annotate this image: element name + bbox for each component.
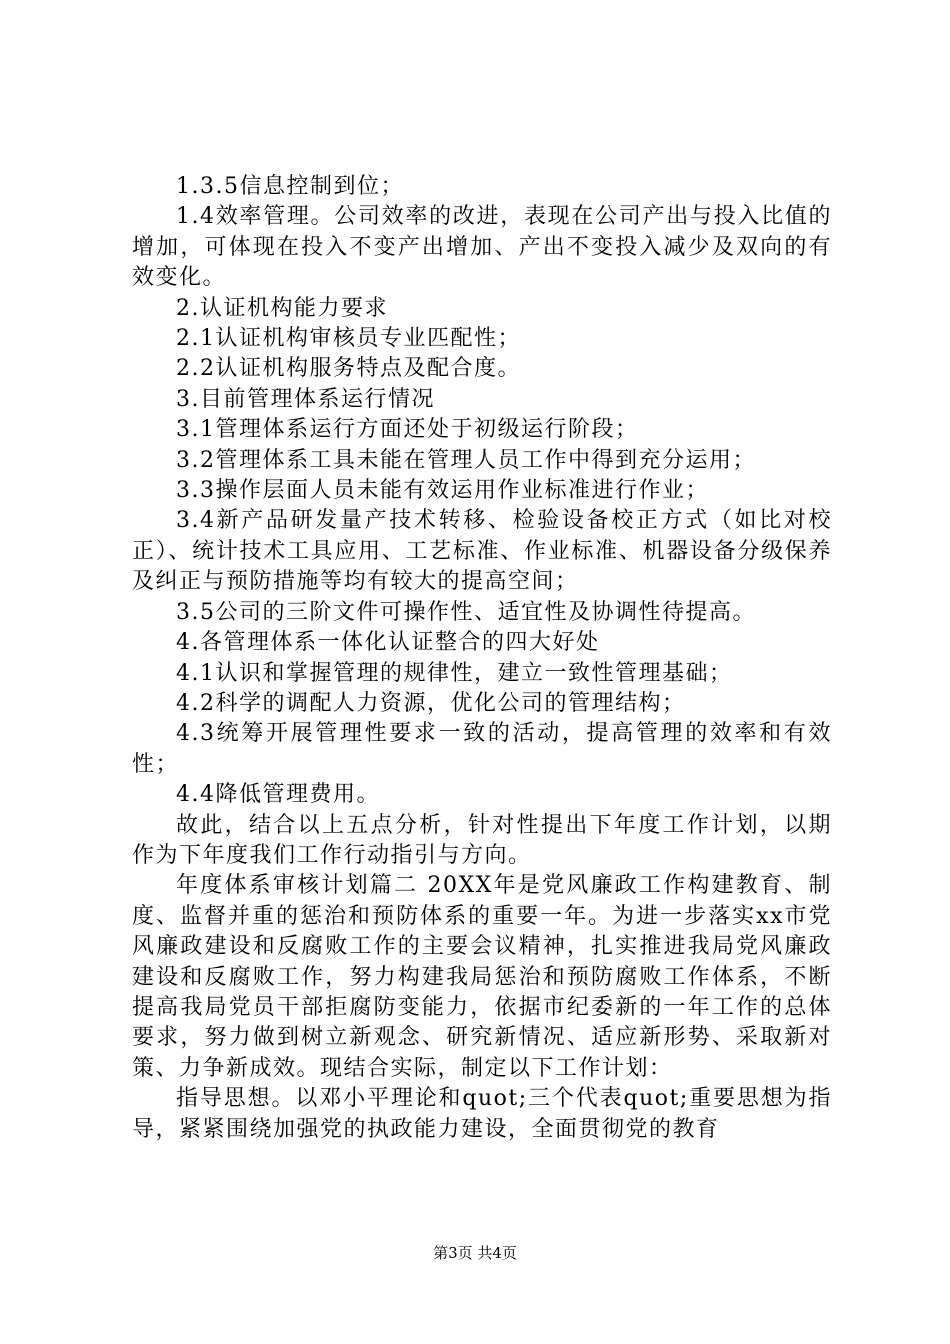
paragraph: 3.2管理体系工具未能在管理人员工作中得到充分运用； <box>176 447 756 473</box>
paragraph: 故此，结合以上五点分析，针对性提出下年度工作计划，以期作为下年度我们工作行动指引与方向。 <box>132 812 832 868</box>
paragraph: 指导思想。以邓小平理论和quot;三个代表quot;重要思想为指导，紧紧围绕加强党的执政能力建设，全面贯彻党的教育 <box>132 1086 832 1142</box>
paragraph: 3.3操作层面人员未能有效运用作业标准进行作业； <box>176 478 709 504</box>
page-number-footer: 第3页 共4页 <box>433 1244 517 1262</box>
paragraph: 4.各管理体系一体化认证整合的四大好处 <box>176 630 600 656</box>
paragraph: 4.1认识和掌握管理的规律性，建立一致性管理基础； <box>176 660 733 686</box>
paragraph: 2.1认证机构审核员专业匹配性； <box>176 326 521 352</box>
paragraph: 3.5公司的三阶文件可操作性、适宜性及协调性待提高。 <box>176 599 756 625</box>
paragraph: 4.4降低管理费用。 <box>176 782 380 808</box>
paragraph: 3.目前管理体系运行情况 <box>176 386 435 412</box>
paragraph: 年度体系审核计划篇二 20XX年是党风廉政工作构建教育、制度、监督并重的惩治和预防体系的重要一年。为进一步落实xx市党风廉政建设和反腐败工作的主要会议精神，扎实推进我局党风廉政建设和反腐败工作，努力构建我局惩治和预防腐败工作体系，不断提高我局党员干部拒腐防变能力，依据市纪委新的一年工作的总体要求，努力做到树立新观念、研究新情况、适应新形势、采取新对策、力争新成效。现结合实际，制定以下工作计划： <box>132 873 832 1081</box>
paragraph: 3.1管理体系运行方面还处于初级运行阶段； <box>176 417 639 443</box>
paragraph: 2.认证机构能力要求 <box>176 295 388 321</box>
document-body <box>132 172 832 1145</box>
paragraph: 4.3统筹开展管理性要求一致的活动，提高管理的效率和有效性； <box>132 721 832 777</box>
paragraph: 1.4效率管理。公司效率的改进，表现在公司产出与投入比值的增加，可体现在投入不变产出增加、产出不变投入减少及双向的有效变化。 <box>132 204 832 291</box>
paragraph: 4.2科学的调配人力资源，优化公司的管理结构； <box>176 690 686 716</box>
paragraph: 2.2认证机构服务特点及配合度。 <box>176 356 521 382</box>
paragraph: 1.3.5信息控制到位； <box>176 174 404 199</box>
paragraph: 3.4新产品研发量产技术转移、检验设备校正方式（如比对校正）、统计技术工具应用、工艺标准、作业标准、机器设备分级保养及纠正与预防措施等均有较大的提高空间； <box>132 508 832 595</box>
